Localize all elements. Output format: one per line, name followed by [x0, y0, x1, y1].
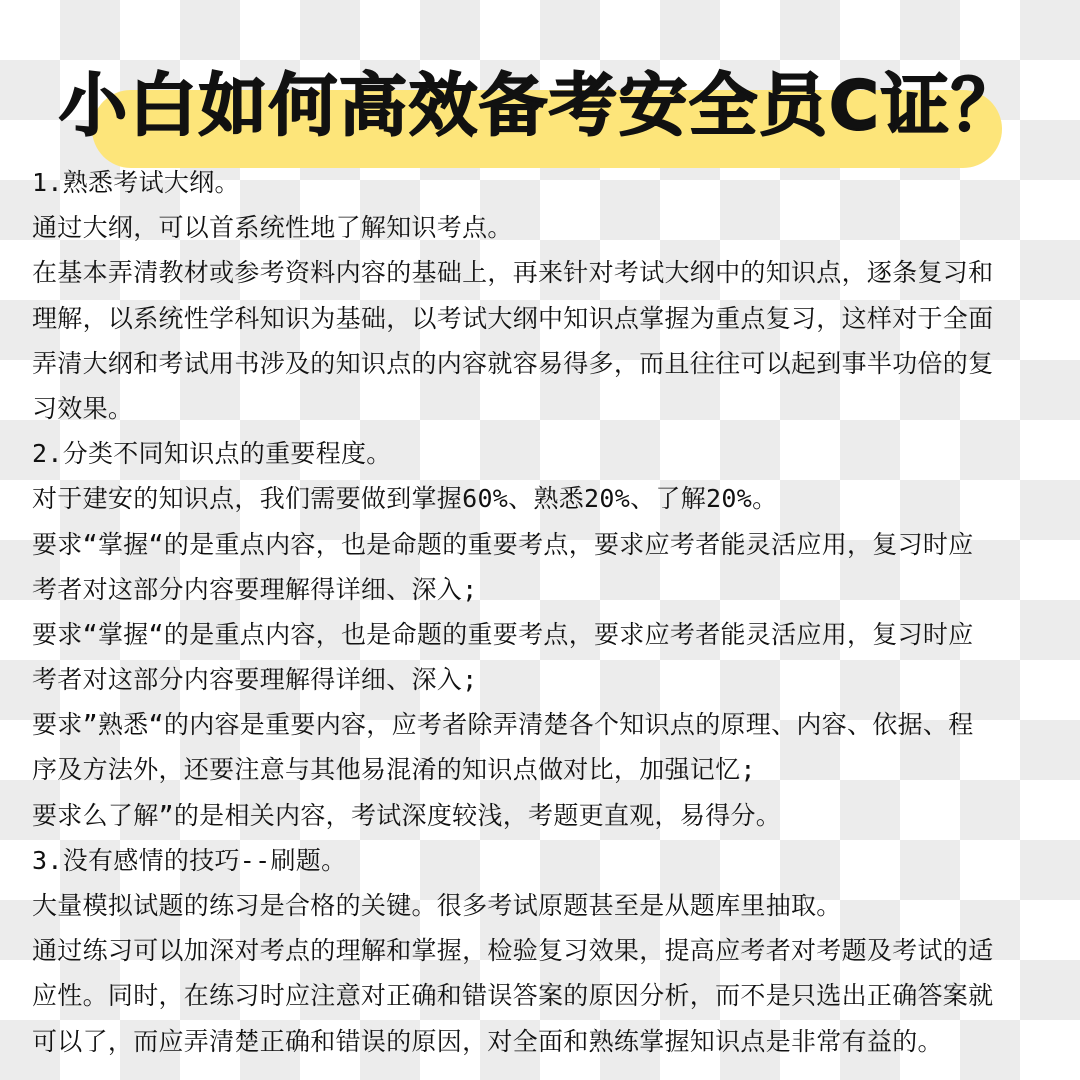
paragraph-line: 习效果。 — [32, 393, 134, 423]
paragraph-line: 要求“掌握“的是重点内容，也是命题的重要考点，要求应考者能灵活应用，复习时应 — [32, 619, 974, 649]
paragraph-line: 在基本弄清教材或参考资料内容的基础上，再来针对考试大纲中的知识点，逐条复习和 — [32, 258, 994, 288]
article-body — [32, 160, 1056, 1064]
paragraph-line: 理解，以系统性学科知识为基础，以考试大纲中知识点掌握为重点复习，这样对于全面 — [32, 303, 994, 333]
paragraph-line: 弄清大纲和考试用书涉及的知识点的内容就容易得多，而且往往可以起到事半功倍的复 — [32, 348, 994, 378]
paragraph-line: 序及方法外，还要注意与其他易混淆的知识点做对比，加强记忆; — [32, 755, 756, 785]
paragraph-line: 应性。同时，在练习时应注意对正确和错误答案的原因分析，而不是只选出正确答案就 — [32, 981, 994, 1011]
paragraph-line: 考者对这部分内容要理解得详细、深入; — [32, 665, 478, 695]
title-banner — [0, 40, 1080, 170]
paragraph-line: 要求”熟悉“的内容是重要内容，应考者除弄清楚各个知识点的原理、内容、依据、程 — [32, 710, 974, 740]
paragraph-line: 大量模拟试题的练习是合格的关键。很多考试原题甚至是从题库里抽取。 — [32, 891, 842, 920]
paragraph-line: 对于建安的知识点，我们需要做到掌握60%、熟悉20%、了解20%。 — [32, 484, 778, 514]
heading-2: 2.分类不同知识点的重要程度。 — [32, 439, 392, 469]
paragraph-line: 通过大纲，可以首系统性地了解知识考点。 — [32, 213, 513, 243]
heading-3: 3.没有感情的技巧--刷题。 — [32, 845, 347, 875]
paragraph-line: 可以了，而应弄清楚正确和错误的原因，对全面和熟练掌握知识点是非常有益的。 — [32, 1026, 943, 1056]
paragraph-line: 要求“掌握“的是重点内容，也是命题的重要考点，要求应考者能灵活应用，复习时应 — [32, 529, 974, 559]
paragraph-line: 通过练习可以加深对考点的理解和掌握，检验复习效果，提高应考者对考题及考试的适 — [32, 936, 994, 966]
page-title: 小白如何高效备考安全员C证？ — [59, 67, 1021, 146]
heading-1: 1.熟悉考试大纲。 — [32, 168, 240, 197]
paragraph-line: 考者对这部分内容要理解得详细、深入; — [32, 574, 478, 604]
paragraph-line: 要求么了解”的是相关内容，考试深度较浅，考题更直观，易得分。 — [32, 800, 782, 830]
